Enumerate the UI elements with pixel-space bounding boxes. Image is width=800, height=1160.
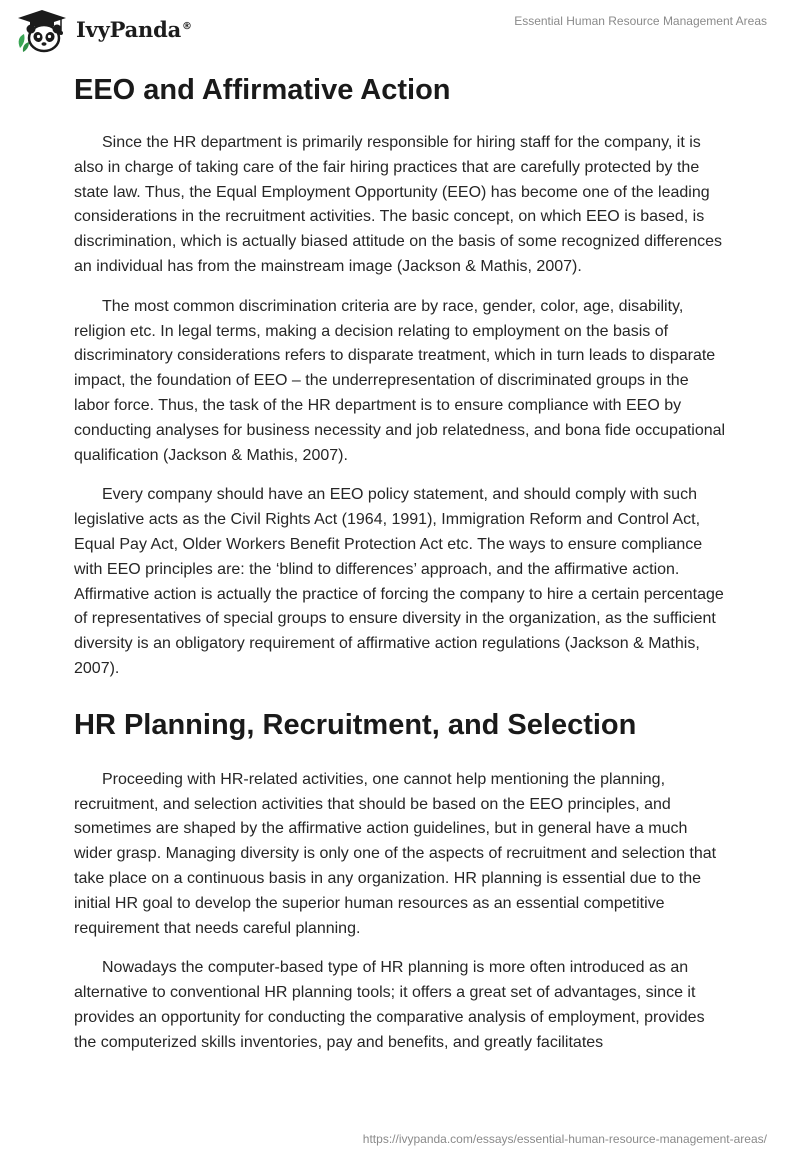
logo-name: IvyPanda [76, 16, 182, 42]
logo-wordmark [76, 17, 192, 42]
section-heading-hr-planning: HR Planning, Recruitment, and Selection [74, 708, 637, 741]
section-heading-eeo: EEO and Affirmative Action [74, 74, 451, 106]
source-url[interactable]: https://ivypanda.com/essays/essential-human-resource-management-areas/ [362, 1132, 767, 1146]
registered-mark: ® [182, 20, 192, 32]
page-header [0, 0, 800, 64]
paragraph: Since the HR department is primarily responsible for hiring staff for the company, it is also in charge of taking care of the fair hiring practices that are carefully protected by the state law. Thus, the Equal Employment Opportunity (EEO) has become one of the leading considerations in the recruitment activities. The basic concept, on which EEO is based, is discrimination, which is actually biased attitude on the basis of some recognized differences an individual has from the mainstream image (Jackson & Mathis, 2007). [74, 134, 723, 275]
ivypanda-logo[interactable] [14, 8, 192, 54]
paragraph: Every company should have an EEO policy statement, and should comply with such legislative acts as the Civil Rights Act (1964, 1991), Immigration Reform and Control Act, Equal Pay Act, Older Workers Benefit Protection Act etc. The ways to ensure compliance with EEO principles are: the ‘blind to differences’ approach, and the affirmative action. Affirmative action is actually the practice of forcing the company to hire a certain percentage of representatives of special groups to ensure diversity in the organization, as the sufficient diversity is an obligatory requirement of affirmative action regulations (Jackson & Mathis, 2007). [74, 486, 724, 677]
paragraph: Proceeding with HR-related activities, one cannot help mentioning the planning, recruitment, and selection activities that should be based on the EEO principles, and sometimes are shaped by the affirmative action guidelines, but in general have a much wider grasp. Managing diversity is only one of the aspects of recruitment and selection that take place on a continuous basis in any organization. HR planning is essential due to the initial HR goal to develop the superior human resources as an essential competitive requirement that needs careful planning. [74, 770, 717, 937]
essay-content [74, 70, 728, 1071]
paragraph: The most common discrimination criteria are by race, gender, color, age, disability, religion etc. In legal terms, making a decision relating to employment on the basis of discriminatory considerations refers to disparate treatment, which in turn leads to disparate impact, the foundation of EEO – the underrepresentation of discriminated groups in the labor force. Thus, the task of the HR department is to ensure compliance with EEO by conducting analyses for business necessity and job relatedness, and bona fide occupational qualification (Jackson & Mathis, 2007). [74, 297, 726, 464]
paragraph: Nowadays the computer-based type of HR planning is more often introduced as an alternative to conventional HR planning tools; it offers a great set of advantages, since it provides an opportunity for conducting the comparative analysis of employment, provides the computerized skills inventories, pay and benefits, and greatly facilitates [74, 959, 705, 1051]
document-title: Essential Human Resource Management Areas [514, 14, 767, 28]
panda-graduation-cap-icon [14, 8, 70, 54]
